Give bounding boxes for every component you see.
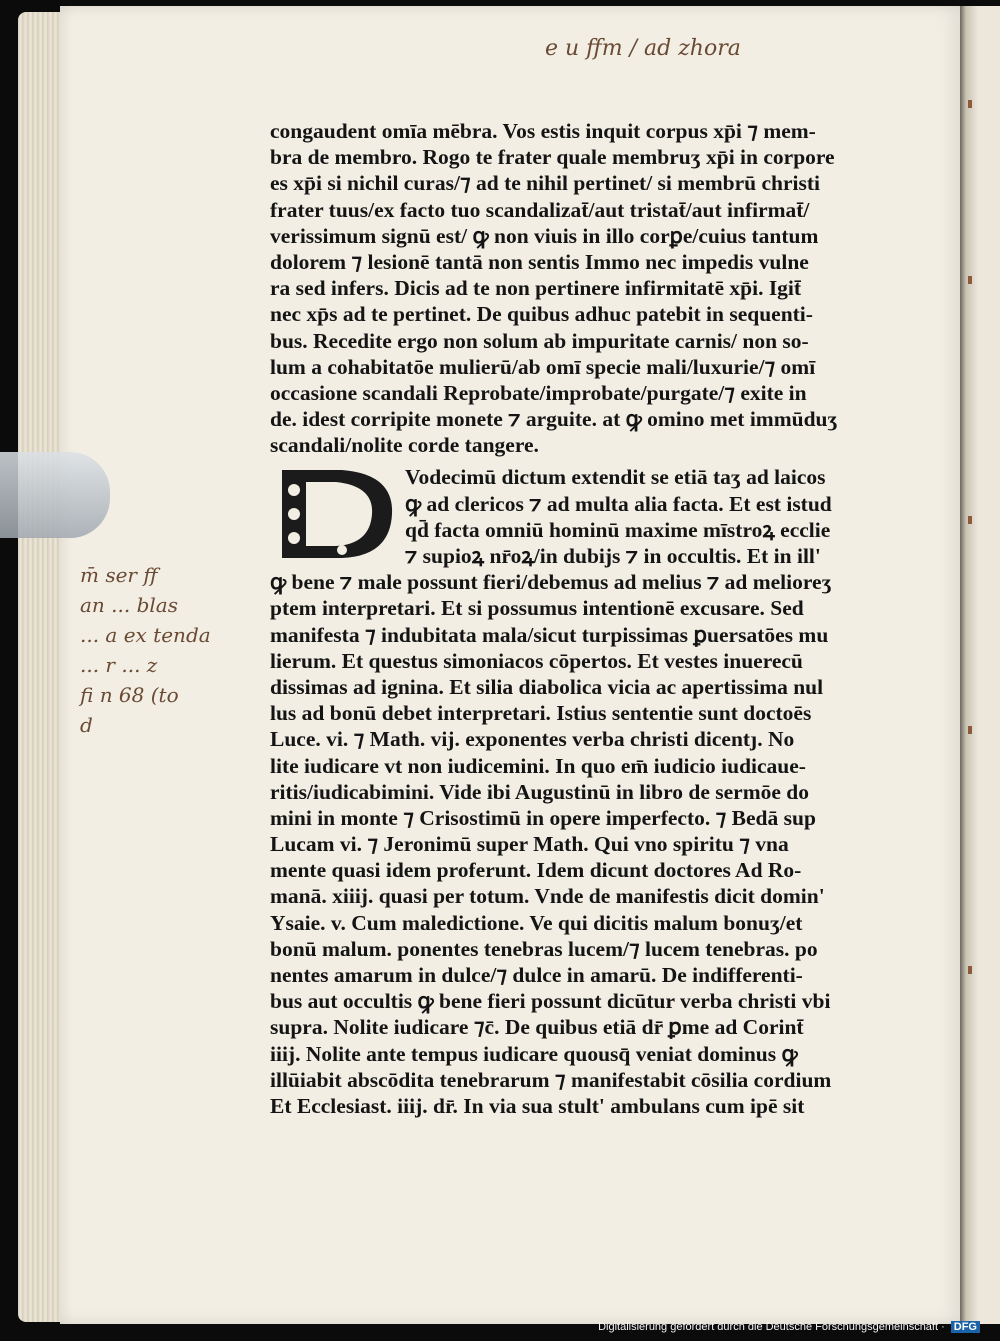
margin-note-line: ... r ... z <box>80 653 158 677</box>
text-line: nentes amarum in dulce/⁊ dulce in amarū. De indifferenti- <box>270 963 803 987</box>
text-line: ꝙ ad clericos ⁊ ad multa alia facta. Et est istud <box>405 491 832 516</box>
footer-credit <box>598 1321 980 1333</box>
text-line: ptem interpretari. Et si possumus intentionē excusare. Sed <box>270 596 804 621</box>
margin-note-line: ... a ex tenda <box>80 623 211 647</box>
dfg-logo: DFG <box>951 1321 980 1333</box>
margin-note-line: an ... blas <box>80 593 178 617</box>
decorated-initial-d-icon <box>272 462 402 562</box>
text-line: lierum. Et questus simoniacos cōpertos. Et vestes inuerecū <box>270 648 803 673</box>
text-line: mente quasi idem proferunt. Idem dicunt doctores Ad Ro- <box>270 858 802 883</box>
next-page-edge <box>960 6 1000 1324</box>
text-line: ra sed infers. Dicis ad te non pertinere infirmitatē xp̄i. Igit̄ <box>270 276 802 301</box>
text-line: de. idest corripite monete ⁊ arguite. at ꝙ omino met immūduʒ <box>270 407 838 432</box>
text-line: lum a cohabitatōe mulierū/ab omī specie mali/luxurie/⁊ omī <box>270 354 816 379</box>
text-line: congaudent omīa mēbra. Vos estis inquit corpus xp̄i ⁊ mem- <box>270 119 816 143</box>
text-line: occasione scandali Reprobate/improbate/purgate/⁊ exite in <box>270 380 807 405</box>
text-line: es xp̄i si nichil curas/⁊ ad te nihil pertinet/ si membrū christi <box>270 171 820 196</box>
page-mark <box>968 966 972 974</box>
footer-text: Digitalisierung gefördert durch die Deutsche Forschungsgemeinschaft · <box>598 1321 945 1333</box>
text-line: bonū malum. ponentes tenebras lucem/⁊ lucem tenebras. po <box>270 936 818 961</box>
text-line: manā. xiiij. quasi per totum. Vnde de manifestis dicit domin' <box>270 884 825 909</box>
page-mark <box>968 276 972 284</box>
page-clamp <box>0 452 110 538</box>
text-line: Ysaie. v. Cum maledictione. Ve qui dicitis malum bonuʒ/et <box>270 910 803 935</box>
text-line: ritis/iudicabimini. Vide ibi Augustinū in libro de sermōe do <box>270 779 810 804</box>
text-line: lus ad bonū debet interpretari. Istius sententie sunt doctoēs <box>270 701 812 726</box>
text-line: iiij. Nolite ante tempus iudicare quousq̄ veniat dominus ꝙ <box>270 1041 798 1066</box>
margin-note-line: fi n 68 (to <box>80 683 179 707</box>
text-line: bus. Recedite ergo non solum ab impuritate carnis/ non so- <box>270 328 809 353</box>
margin-note-line: m̄ ser ff <box>80 563 158 587</box>
text-line: Luce. vi. ⁊ Math. vij. exponentes verba christi dicentȷ. No <box>270 727 795 752</box>
text-line: verissimum signū est/ ꝙ non viuis in illo corꝑe/cuius tantum <box>270 223 819 248</box>
text-line: scandali/nolite corde tangere. <box>270 433 539 458</box>
text-line: bra de membro. Rogo te frater quale membruʒ xp̄i in corpore <box>270 145 835 170</box>
text-line: nec xp̄s ad te pertinet. De quibus adhuc patebit in sequenti- <box>270 302 813 327</box>
page-mark <box>968 100 972 108</box>
text-line: ⁊ supioꝝ nr̄oꝝ/in dubijs ⁊ in occultis. Et in ill' <box>405 544 821 568</box>
handwritten-top-note: e u ffm / ad zhora <box>545 36 741 61</box>
text-line: manifesta ⁊ indubitata mala/sicut turpissimas ꝑuersatōes mu <box>270 622 829 647</box>
text-line: lite iudicare vt non iudicemini. In quo em̄ iudicio iudicaue- <box>270 753 806 778</box>
page-mark <box>968 726 972 734</box>
text-line: qd̄ facta omniū hominū maxime mīstroꝝ ecclie <box>405 517 831 542</box>
text-line: bus aut occultis ꝙ bene fieri possunt dicūtur verba christi vbi <box>270 989 831 1014</box>
text-line: frater tuus/ex facto tuo scandalizat̄/aut tristat̄/aut infirmat̄/ <box>270 197 810 222</box>
text-line: Et Ecclesiast. iiij. dr̄. In via sua stult' ambulans cum ipē sit <box>270 1093 805 1118</box>
text-line: Lucam vi. ⁊ Jeronimū super Math. Qui vno spiritu ⁊ vna <box>270 832 789 857</box>
text-line: ꝙ bene ⁊ male possunt fieri/debemus ad melius ⁊ ad melioreʒ <box>270 570 832 595</box>
text-line: dolorem ⁊ lesionē tantā non sentis Immo nec impedis vulne <box>270 249 809 274</box>
text-line: dissimas ad ignina. Et silia diabolica vicia ac apertissima nul <box>270 674 824 699</box>
body-text <box>270 118 910 1119</box>
text-line: mini in monte ⁊ Crisostimū in opere imperfecto. ⁊ Bedā sup <box>270 805 816 830</box>
text-line: illūiabit abscōdita tenebrarum ⁊ manifestabit cōsilia cordium <box>270 1067 832 1092</box>
page-mark <box>968 516 972 524</box>
text-line: supra. Nolite iudicare ⁊c̄. De quibus etiā dr̄ ꝑme ad Corint̄ <box>270 1015 804 1040</box>
handwritten-margin-notes <box>80 560 280 740</box>
text-line: Vodecimū dictum extendit se etiā taʒ ad laicos <box>405 465 826 490</box>
margin-note-line: d <box>80 713 93 737</box>
